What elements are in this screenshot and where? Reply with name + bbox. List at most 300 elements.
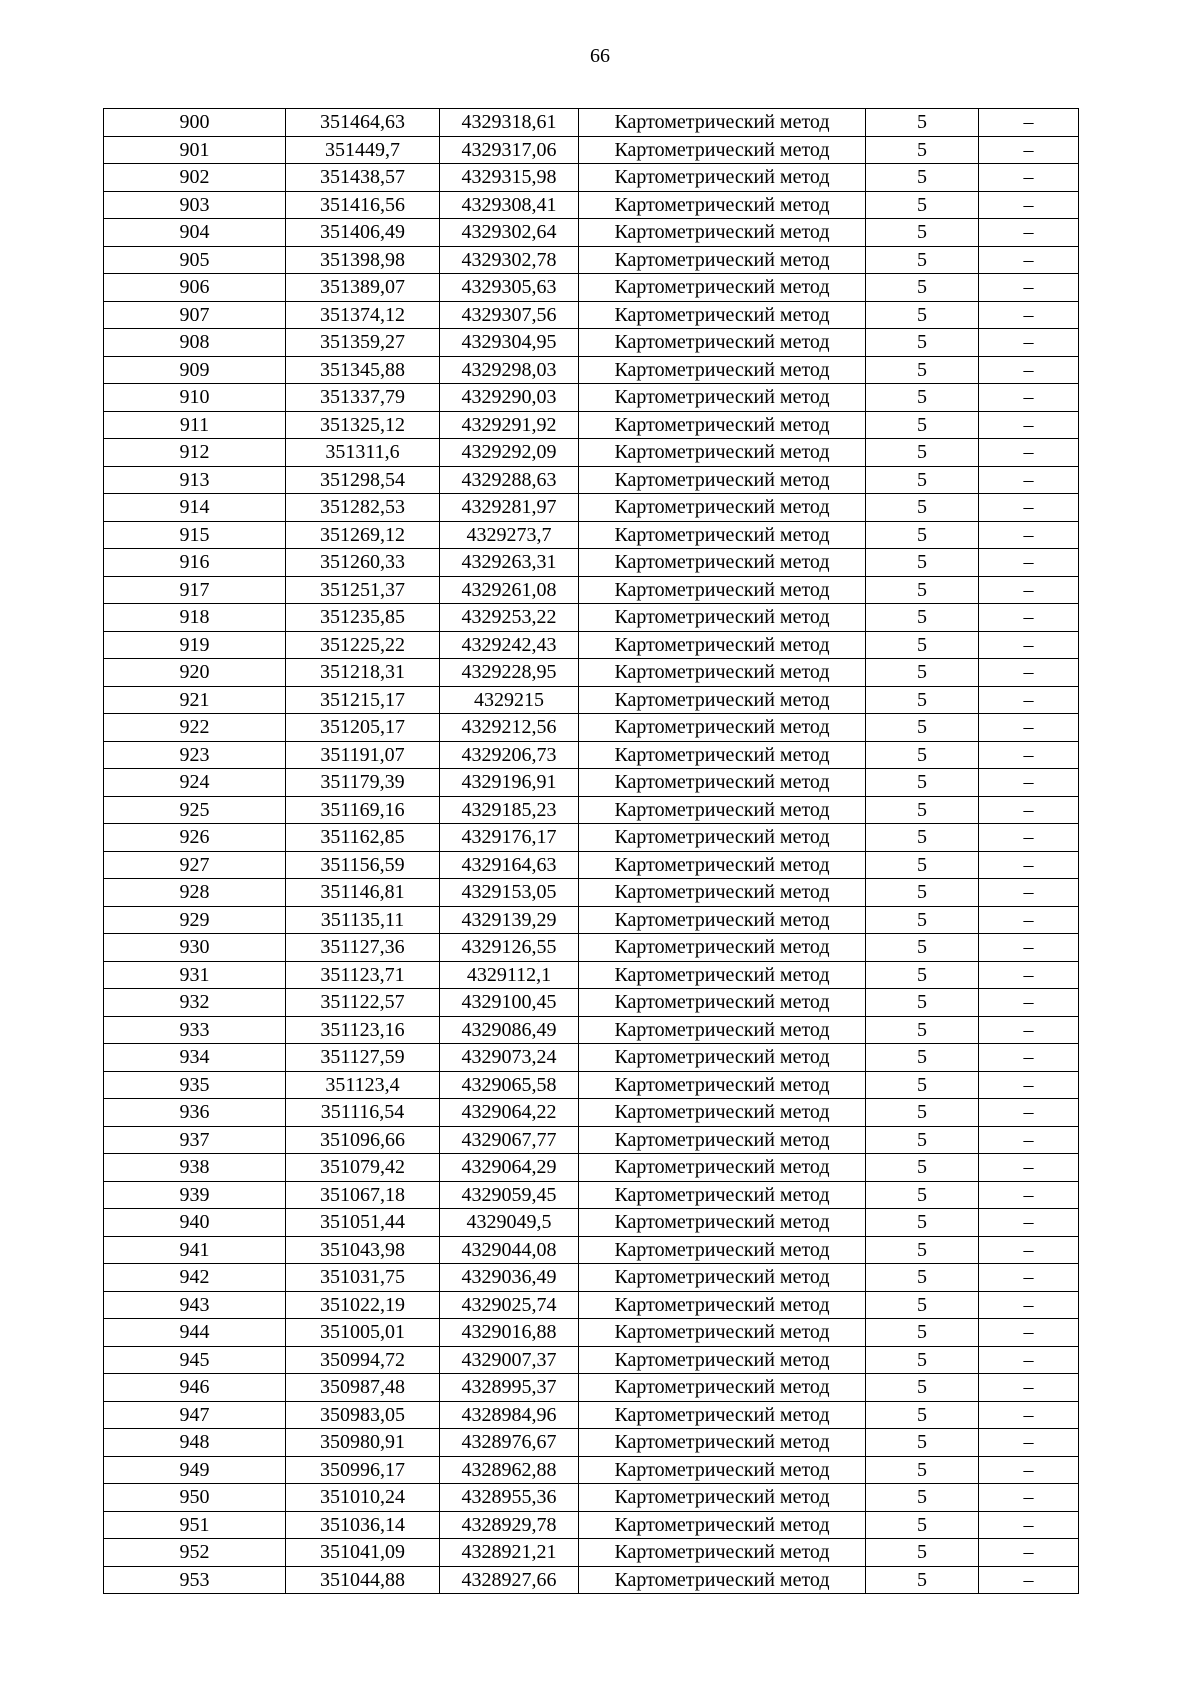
accuracy-cell: 5: [866, 1236, 979, 1264]
method-cell: Картометрический метод: [579, 356, 866, 384]
method-cell: Картометрический метод: [579, 1209, 866, 1237]
method-cell: Картометрический метод: [579, 796, 866, 824]
note-cell: –: [979, 851, 1079, 879]
point-number-cell: 924: [104, 769, 286, 797]
table-row: [104, 1456, 1079, 1484]
method-cell: Картометрический метод: [579, 1429, 866, 1457]
table-row: [104, 1071, 1079, 1099]
method-cell: Картометрический метод: [579, 659, 866, 687]
x-coordinate-cell: 351031,75: [286, 1264, 440, 1292]
point-number-cell: 937: [104, 1126, 286, 1154]
table-row: [104, 741, 1079, 769]
point-number-cell: 910: [104, 384, 286, 412]
y-coordinate-cell: 4329025,74: [440, 1291, 579, 1319]
coordinates-table-body: [104, 109, 1079, 1594]
point-number-cell: 943: [104, 1291, 286, 1319]
method-cell: Картометрический метод: [579, 1154, 866, 1182]
y-coordinate-cell: 4329308,41: [440, 191, 579, 219]
note-cell: –: [979, 1044, 1079, 1072]
x-coordinate-cell: 351162,85: [286, 824, 440, 852]
note-cell: –: [979, 989, 1079, 1017]
point-number-cell: 916: [104, 549, 286, 577]
table-row: [104, 769, 1079, 797]
table-row: [104, 384, 1079, 412]
point-number-cell: 903: [104, 191, 286, 219]
note-cell: –: [979, 686, 1079, 714]
accuracy-cell: 5: [866, 576, 979, 604]
y-coordinate-cell: 4329290,03: [440, 384, 579, 412]
note-cell: –: [979, 1319, 1079, 1347]
accuracy-cell: 5: [866, 1374, 979, 1402]
accuracy-cell: 5: [866, 1016, 979, 1044]
x-coordinate-cell: 350980,91: [286, 1429, 440, 1457]
point-number-cell: 917: [104, 576, 286, 604]
accuracy-cell: 5: [866, 714, 979, 742]
accuracy-cell: 5: [866, 384, 979, 412]
y-coordinate-cell: 4329288,63: [440, 466, 579, 494]
accuracy-cell: 5: [866, 1264, 979, 1292]
accuracy-cell: 5: [866, 961, 979, 989]
note-cell: –: [979, 1209, 1079, 1237]
point-number-cell: 950: [104, 1484, 286, 1512]
point-number-cell: 923: [104, 741, 286, 769]
note-cell: –: [979, 549, 1079, 577]
x-coordinate-cell: 351044,88: [286, 1566, 440, 1594]
x-coordinate-cell: 351416,56: [286, 191, 440, 219]
x-coordinate-cell: 351127,36: [286, 934, 440, 962]
method-cell: Картометрический метод: [579, 631, 866, 659]
accuracy-cell: 5: [866, 219, 979, 247]
method-cell: Картометрический метод: [579, 686, 866, 714]
method-cell: Картометрический метод: [579, 411, 866, 439]
y-coordinate-cell: 4329228,95: [440, 659, 579, 687]
accuracy-cell: 5: [866, 136, 979, 164]
table-row: [104, 521, 1079, 549]
y-coordinate-cell: 4329305,63: [440, 274, 579, 302]
y-coordinate-cell: 4329176,17: [440, 824, 579, 852]
y-coordinate-cell: 4329273,7: [440, 521, 579, 549]
x-coordinate-cell: 351464,63: [286, 109, 440, 137]
point-number-cell: 921: [104, 686, 286, 714]
method-cell: Картометрический метод: [579, 1484, 866, 1512]
point-number-cell: 934: [104, 1044, 286, 1072]
note-cell: –: [979, 1539, 1079, 1567]
x-coordinate-cell: 351235,85: [286, 604, 440, 632]
table-row: [104, 1236, 1079, 1264]
note-cell: –: [979, 1374, 1079, 1402]
x-coordinate-cell: 351051,44: [286, 1209, 440, 1237]
point-number-cell: 933: [104, 1016, 286, 1044]
y-coordinate-cell: 4328995,37: [440, 1374, 579, 1402]
y-coordinate-cell: 4329291,92: [440, 411, 579, 439]
y-coordinate-cell: 4329196,91: [440, 769, 579, 797]
table-row: [104, 549, 1079, 577]
point-number-cell: 901: [104, 136, 286, 164]
accuracy-cell: 5: [866, 549, 979, 577]
y-coordinate-cell: 4329281,97: [440, 494, 579, 522]
accuracy-cell: 5: [866, 246, 979, 274]
x-coordinate-cell: 351169,16: [286, 796, 440, 824]
table-row: [104, 659, 1079, 687]
method-cell: Картометрический метод: [579, 961, 866, 989]
note-cell: –: [979, 109, 1079, 137]
accuracy-cell: 5: [866, 1484, 979, 1512]
table-row: [104, 906, 1079, 934]
table-row: [104, 1154, 1079, 1182]
x-coordinate-cell: 351022,19: [286, 1291, 440, 1319]
point-number-cell: 908: [104, 329, 286, 357]
x-coordinate-cell: 351096,66: [286, 1126, 440, 1154]
method-cell: Картометрический метод: [579, 329, 866, 357]
point-number-cell: 931: [104, 961, 286, 989]
note-cell: –: [979, 1154, 1079, 1182]
x-coordinate-cell: 351079,42: [286, 1154, 440, 1182]
accuracy-cell: 5: [866, 1456, 979, 1484]
point-number-cell: 915: [104, 521, 286, 549]
accuracy-cell: 5: [866, 741, 979, 769]
accuracy-cell: 5: [866, 109, 979, 137]
x-coordinate-cell: 351191,07: [286, 741, 440, 769]
note-cell: –: [979, 1291, 1079, 1319]
table-row: [104, 714, 1079, 742]
y-coordinate-cell: 4329263,31: [440, 549, 579, 577]
table-row: [104, 1484, 1079, 1512]
y-coordinate-cell: 4329253,22: [440, 604, 579, 632]
accuracy-cell: 5: [866, 329, 979, 357]
point-number-cell: 935: [104, 1071, 286, 1099]
accuracy-cell: 5: [866, 686, 979, 714]
table-row: [104, 1401, 1079, 1429]
method-cell: Картометрический метод: [579, 521, 866, 549]
accuracy-cell: 5: [866, 191, 979, 219]
method-cell: Картометрический метод: [579, 1016, 866, 1044]
y-coordinate-cell: 4329064,22: [440, 1099, 579, 1127]
accuracy-cell: 5: [866, 1401, 979, 1429]
x-coordinate-cell: 351406,49: [286, 219, 440, 247]
accuracy-cell: 5: [866, 1209, 979, 1237]
method-cell: Картометрический метод: [579, 301, 866, 329]
note-cell: –: [979, 136, 1079, 164]
method-cell: Картометрический метод: [579, 384, 866, 412]
point-number-cell: 946: [104, 1374, 286, 1402]
method-cell: Картометрический метод: [579, 439, 866, 467]
y-coordinate-cell: 4329049,5: [440, 1209, 579, 1237]
x-coordinate-cell: 351146,81: [286, 879, 440, 907]
accuracy-cell: 5: [866, 356, 979, 384]
method-cell: Картометрический метод: [579, 934, 866, 962]
table-row: [104, 356, 1079, 384]
accuracy-cell: 5: [866, 274, 979, 302]
x-coordinate-cell: 351251,37: [286, 576, 440, 604]
point-number-cell: 952: [104, 1539, 286, 1567]
point-number-cell: 939: [104, 1181, 286, 1209]
note-cell: –: [979, 1071, 1079, 1099]
y-coordinate-cell: 4329302,78: [440, 246, 579, 274]
y-coordinate-cell: 4328984,96: [440, 1401, 579, 1429]
x-coordinate-cell: 351067,18: [286, 1181, 440, 1209]
note-cell: –: [979, 961, 1079, 989]
point-number-cell: 944: [104, 1319, 286, 1347]
point-number-cell: 940: [104, 1209, 286, 1237]
table-row: [104, 961, 1079, 989]
y-coordinate-cell: 4328962,88: [440, 1456, 579, 1484]
y-coordinate-cell: 4329064,29: [440, 1154, 579, 1182]
point-number-cell: 929: [104, 906, 286, 934]
method-cell: Картометрический метод: [579, 1319, 866, 1347]
y-coordinate-cell: 4328927,66: [440, 1566, 579, 1594]
x-coordinate-cell: 351123,16: [286, 1016, 440, 1044]
note-cell: –: [979, 934, 1079, 962]
y-coordinate-cell: 4329302,64: [440, 219, 579, 247]
x-coordinate-cell: 351398,98: [286, 246, 440, 274]
accuracy-cell: 5: [866, 1044, 979, 1072]
y-coordinate-cell: 4329315,98: [440, 164, 579, 192]
note-cell: –: [979, 384, 1079, 412]
table-row: [104, 246, 1079, 274]
note-cell: –: [979, 1566, 1079, 1594]
note-cell: –: [979, 714, 1079, 742]
table-row: [104, 164, 1079, 192]
point-number-cell: 938: [104, 1154, 286, 1182]
method-cell: Картометрический метод: [579, 824, 866, 852]
x-coordinate-cell: 351215,17: [286, 686, 440, 714]
point-number-cell: 905: [104, 246, 286, 274]
x-coordinate-cell: 351298,54: [286, 466, 440, 494]
y-coordinate-cell: 4329112,1: [440, 961, 579, 989]
note-cell: –: [979, 1456, 1079, 1484]
point-number-cell: 953: [104, 1566, 286, 1594]
table-row: [104, 1539, 1079, 1567]
method-cell: Картометрический метод: [579, 1099, 866, 1127]
x-coordinate-cell: 350996,17: [286, 1456, 440, 1484]
table-row: [104, 411, 1079, 439]
x-coordinate-cell: 351337,79: [286, 384, 440, 412]
point-number-cell: 949: [104, 1456, 286, 1484]
x-coordinate-cell: 351116,54: [286, 1099, 440, 1127]
x-coordinate-cell: 351123,71: [286, 961, 440, 989]
note-cell: –: [979, 439, 1079, 467]
table-row: [104, 1264, 1079, 1292]
point-number-cell: 925: [104, 796, 286, 824]
x-coordinate-cell: 351438,57: [286, 164, 440, 192]
method-cell: Картометрический метод: [579, 741, 866, 769]
point-number-cell: 900: [104, 109, 286, 137]
method-cell: Картометрический метод: [579, 1291, 866, 1319]
table-row: [104, 934, 1079, 962]
table-row: [104, 301, 1079, 329]
x-coordinate-cell: 351036,14: [286, 1511, 440, 1539]
note-cell: –: [979, 1346, 1079, 1374]
method-cell: Картометрический метод: [579, 246, 866, 274]
method-cell: Картометрический метод: [579, 274, 866, 302]
note-cell: –: [979, 1181, 1079, 1209]
accuracy-cell: 5: [866, 1099, 979, 1127]
table-row: [104, 219, 1079, 247]
note-cell: –: [979, 1016, 1079, 1044]
method-cell: Картометрический метод: [579, 769, 866, 797]
accuracy-cell: 5: [866, 1346, 979, 1374]
table-row: [104, 1016, 1079, 1044]
x-coordinate-cell: 351156,59: [286, 851, 440, 879]
note-cell: –: [979, 741, 1079, 769]
method-cell: Картометрический метод: [579, 989, 866, 1017]
x-coordinate-cell: 351043,98: [286, 1236, 440, 1264]
accuracy-cell: 5: [866, 439, 979, 467]
point-number-cell: 948: [104, 1429, 286, 1457]
accuracy-cell: 5: [866, 1429, 979, 1457]
x-coordinate-cell: 351325,12: [286, 411, 440, 439]
x-coordinate-cell: 351359,27: [286, 329, 440, 357]
method-cell: Картометрический метод: [579, 1539, 866, 1567]
y-coordinate-cell: 4329304,95: [440, 329, 579, 357]
note-cell: –: [979, 1429, 1079, 1457]
table-row: [104, 879, 1079, 907]
y-coordinate-cell: 4328976,67: [440, 1429, 579, 1457]
y-coordinate-cell: 4329044,08: [440, 1236, 579, 1264]
accuracy-cell: 5: [866, 879, 979, 907]
note-cell: –: [979, 659, 1079, 687]
accuracy-cell: 5: [866, 659, 979, 687]
table-row: [104, 439, 1079, 467]
x-coordinate-cell: 351389,07: [286, 274, 440, 302]
y-coordinate-cell: 4329065,58: [440, 1071, 579, 1099]
note-cell: –: [979, 191, 1079, 219]
point-number-cell: 928: [104, 879, 286, 907]
y-coordinate-cell: 4328921,21: [440, 1539, 579, 1567]
point-number-cell: 913: [104, 466, 286, 494]
method-cell: Картометрический метод: [579, 1566, 866, 1594]
note-cell: –: [979, 521, 1079, 549]
y-coordinate-cell: 4329153,05: [440, 879, 579, 907]
note-cell: –: [979, 246, 1079, 274]
point-number-cell: 947: [104, 1401, 286, 1429]
y-coordinate-cell: 4329073,24: [440, 1044, 579, 1072]
y-coordinate-cell: 4329100,45: [440, 989, 579, 1017]
note-cell: –: [979, 796, 1079, 824]
method-cell: Картометрический метод: [579, 1374, 866, 1402]
point-number-cell: 920: [104, 659, 286, 687]
y-coordinate-cell: 4329016,88: [440, 1319, 579, 1347]
note-cell: –: [979, 466, 1079, 494]
point-number-cell: 912: [104, 439, 286, 467]
x-coordinate-cell: 351449,7: [286, 136, 440, 164]
table-row: [104, 1209, 1079, 1237]
method-cell: Картометрический метод: [579, 549, 866, 577]
note-cell: –: [979, 1264, 1079, 1292]
method-cell: Картометрический метод: [579, 1511, 866, 1539]
x-coordinate-cell: 351205,17: [286, 714, 440, 742]
accuracy-cell: 5: [866, 796, 979, 824]
note-cell: –: [979, 329, 1079, 357]
y-coordinate-cell: 4329242,43: [440, 631, 579, 659]
accuracy-cell: 5: [866, 1181, 979, 1209]
method-cell: Картометрический метод: [579, 136, 866, 164]
y-coordinate-cell: 4329164,63: [440, 851, 579, 879]
point-number-cell: 904: [104, 219, 286, 247]
method-cell: Картометрический метод: [579, 1456, 866, 1484]
point-number-cell: 909: [104, 356, 286, 384]
table-row: [104, 1319, 1079, 1347]
table-row: [104, 1511, 1079, 1539]
method-cell: Картометрический метод: [579, 1346, 866, 1374]
accuracy-cell: 5: [866, 301, 979, 329]
table-row: [104, 274, 1079, 302]
table-row: [104, 1346, 1079, 1374]
x-coordinate-cell: 351218,31: [286, 659, 440, 687]
x-coordinate-cell: 351311,6: [286, 439, 440, 467]
table-row: [104, 824, 1079, 852]
table-row: [104, 686, 1079, 714]
method-cell: Картометрический метод: [579, 1071, 866, 1099]
x-coordinate-cell: 350987,48: [286, 1374, 440, 1402]
table-row: [104, 191, 1079, 219]
y-coordinate-cell: 4329067,77: [440, 1126, 579, 1154]
table-row: [104, 1126, 1079, 1154]
method-cell: Картометрический метод: [579, 1181, 866, 1209]
table-row: [104, 851, 1079, 879]
method-cell: Картометрический метод: [579, 109, 866, 137]
point-number-cell: 919: [104, 631, 286, 659]
note-cell: –: [979, 494, 1079, 522]
table-row: [104, 604, 1079, 632]
note-cell: –: [979, 219, 1079, 247]
note-cell: –: [979, 274, 1079, 302]
y-coordinate-cell: 4329292,09: [440, 439, 579, 467]
method-cell: Картометрический метод: [579, 851, 866, 879]
method-cell: Картометрический метод: [579, 604, 866, 632]
x-coordinate-cell: 351225,22: [286, 631, 440, 659]
x-coordinate-cell: 351260,33: [286, 549, 440, 577]
y-coordinate-cell: 4329126,55: [440, 934, 579, 962]
note-cell: –: [979, 1484, 1079, 1512]
x-coordinate-cell: 351127,59: [286, 1044, 440, 1072]
table-row: [104, 494, 1079, 522]
point-number-cell: 902: [104, 164, 286, 192]
note-cell: –: [979, 411, 1079, 439]
x-coordinate-cell: 351179,39: [286, 769, 440, 797]
method-cell: Картометрический метод: [579, 1126, 866, 1154]
y-coordinate-cell: 4329036,49: [440, 1264, 579, 1292]
table-row: [104, 1291, 1079, 1319]
y-coordinate-cell: 4329007,37: [440, 1346, 579, 1374]
point-number-cell: 911: [104, 411, 286, 439]
method-cell: Картометрический метод: [579, 879, 866, 907]
x-coordinate-cell: 351269,12: [286, 521, 440, 549]
y-coordinate-cell: 4328929,78: [440, 1511, 579, 1539]
x-coordinate-cell: 351374,12: [286, 301, 440, 329]
accuracy-cell: 5: [866, 1511, 979, 1539]
accuracy-cell: 5: [866, 1154, 979, 1182]
x-coordinate-cell: 351345,88: [286, 356, 440, 384]
method-cell: Картометрический метод: [579, 576, 866, 604]
note-cell: –: [979, 604, 1079, 632]
method-cell: Картометрический метод: [579, 164, 866, 192]
y-coordinate-cell: 4329298,03: [440, 356, 579, 384]
table-row: [104, 1099, 1079, 1127]
accuracy-cell: 5: [866, 1319, 979, 1347]
accuracy-cell: 5: [866, 989, 979, 1017]
table-row: [104, 136, 1079, 164]
table-row: [104, 109, 1079, 137]
accuracy-cell: 5: [866, 521, 979, 549]
accuracy-cell: 5: [866, 604, 979, 632]
point-number-cell: 936: [104, 1099, 286, 1127]
note-cell: –: [979, 1401, 1079, 1429]
point-number-cell: 942: [104, 1264, 286, 1292]
note-cell: –: [979, 1126, 1079, 1154]
x-coordinate-cell: 350983,05: [286, 1401, 440, 1429]
x-coordinate-cell: 351135,11: [286, 906, 440, 934]
